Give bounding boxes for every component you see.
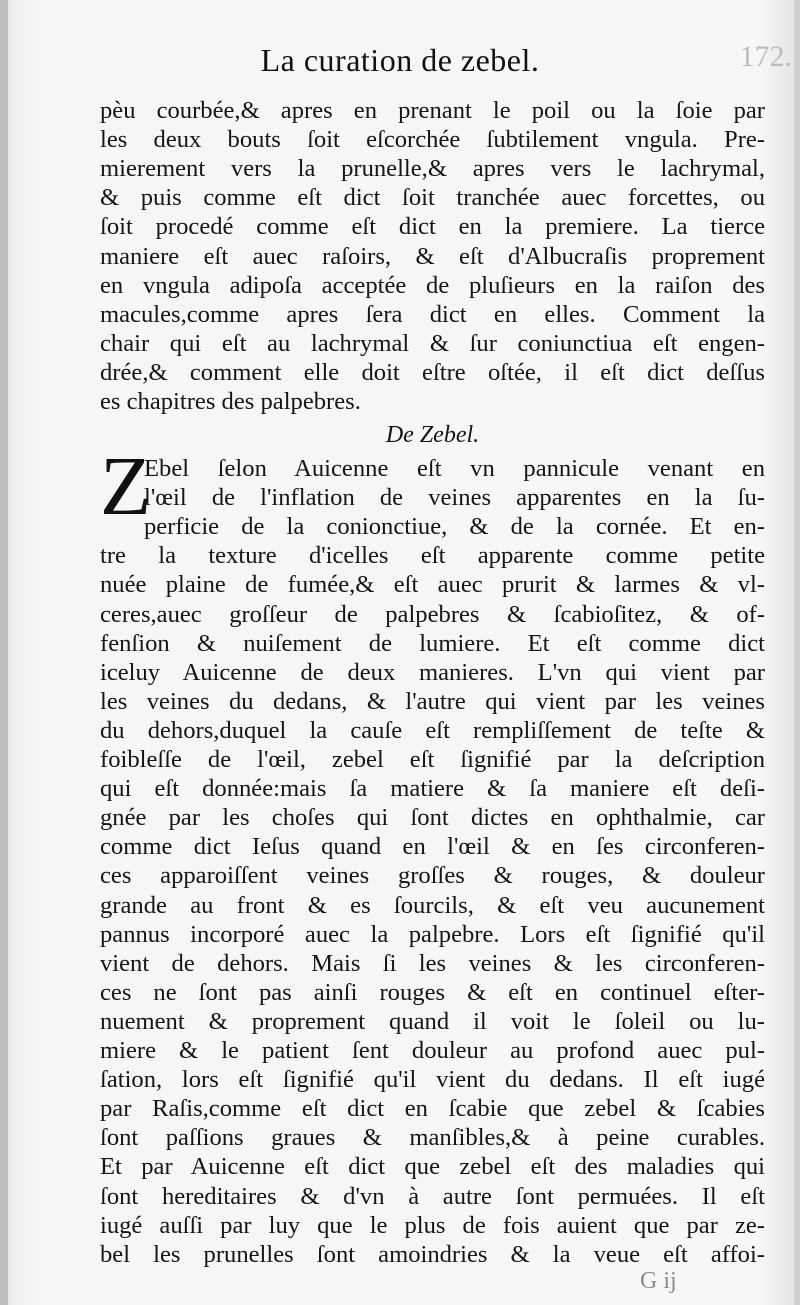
text-line: ſoit procedé comme eſt dict en la premiere. La tierce: [100, 213, 765, 241]
text-line: les deux bouts ſoit eſcorchée ſubtilement vngula. Pre-: [100, 126, 765, 154]
text-line: qui eſt donnée:mais ſa matiere & ſa maniere eſt deſi-: [100, 775, 765, 803]
text-line: bel les prunelles ſont amoindries & la veue eſt affoi-: [100, 1240, 765, 1268]
page-left-edge: [0, 0, 8, 1305]
section-heading: De Zebel.: [385, 422, 480, 448]
text-line: ſont hereditaires & d'vn à autre ſont permuées. Il eſt: [100, 1182, 765, 1210]
text-line: es chapitres des palpebres.: [100, 388, 361, 415]
text-line: ſation, lors eſt ſignifié qu'il vient du dedans. Il eſt iugé: [100, 1066, 765, 1094]
drop-capital: Z: [100, 452, 152, 522]
text-line: l'œil de l'inflation de veines apparentes en la ſu-: [144, 484, 765, 512]
signature-mark: G ij: [640, 1268, 677, 1294]
text-line: tre la texture d'icelles eſt apparente comme petite: [100, 542, 765, 570]
text-line: les veines du dedans, & l'autre qui vient par les veines: [100, 687, 765, 715]
text-line: fenſion & nuiſement de lumiere. Et eſt comme dict: [100, 629, 765, 657]
text-line: & puis comme eſt dict ſoit tranchée auec forcettes, ou: [100, 184, 765, 212]
text-line: du dehors,duquel la cauſe eſt rempliſſement de teſte &: [100, 716, 765, 744]
text-line: vient de dehors. Mais ſi les veines & les circonferen-: [100, 949, 765, 977]
text-line: ces ne ſont pas ainſi rouges & eſt en continuel eſter-: [100, 978, 765, 1006]
text-line: miere & le patient ſent douleur au profond auec pul-: [100, 1037, 765, 1064]
text-line: chair qui eſt au lachrymal & ſur coniunctiua eſt engen-: [100, 329, 765, 357]
text-line: mierement vers la prunelle,& apres vers le lachrymal,: [100, 155, 765, 183]
text-line: grande au front & es ſourcils, & eſt veu aucunement: [100, 891, 765, 919]
text-line: ceres,auec groſſeur de palpebres & ſcabioſitez, & of-: [100, 600, 765, 628]
text-line: nuée plaine de fumée,& eſt auec prurit & larmes & vl-: [100, 571, 765, 599]
text-line: maniere eſt auec raſoirs, & eſt d'Albucraſis proprement: [100, 242, 765, 270]
text-line: Ebel ſelon Auicenne eſt vn pannicule venant en: [144, 455, 765, 482]
text-line: pèu courbée,& apres en prenant le poil ou la ſoie par: [100, 97, 765, 124]
text-line: nuement & proprement quand il voit le ſoleil ou lu-: [100, 1007, 765, 1035]
page-right-edge: [794, 0, 800, 1305]
text-line: iceluy Auicenne de deux manieres. L'vn qui vient par: [100, 658, 765, 686]
text-line: Et par Auicenne eſt dict que zebel eſt des maladies qui: [100, 1153, 765, 1181]
text-line: ces apparoiſſent veines groſſes & rouges, & douleur: [100, 862, 765, 890]
text-line: comme dict Ieſus quand en l'œil & en ſes circonferen-: [100, 833, 765, 861]
page-number: 172.: [739, 40, 792, 73]
running-head: La curation de zebel.: [260, 42, 540, 78]
text-line: macules,comme apres ſera dict en elles. Comment la: [100, 300, 765, 328]
text-line: gnée par les choſes qui ſont dictes en ophthalmie, car: [100, 804, 765, 832]
text-line: ſont paſſions graues & manſibles,& à peine curables.: [100, 1124, 765, 1152]
text-line: drée,& comment elle doit eſtre oſtée, il eſt dict deſſus: [100, 358, 765, 386]
text-line: par Raſis,comme eſt dict en ſcabie que zebel & ſcabies: [100, 1095, 765, 1123]
text-line: en vngula adipoſa acceptée de pluſieurs en la raiſon des: [100, 271, 765, 299]
text-line: foibleſſe de l'œil, zebel eſt ſignifié par la deſcription: [100, 746, 765, 773]
text-line: perficie de la conionctiue, & de la cornée. Et en-: [144, 513, 765, 541]
text-line: iugé auſſi par luy que le plus de fois auient que par ze-: [100, 1211, 765, 1239]
text-line: pannus incorporé auec la palpebre. Lors eſt ſignifié qu'il: [100, 920, 765, 948]
